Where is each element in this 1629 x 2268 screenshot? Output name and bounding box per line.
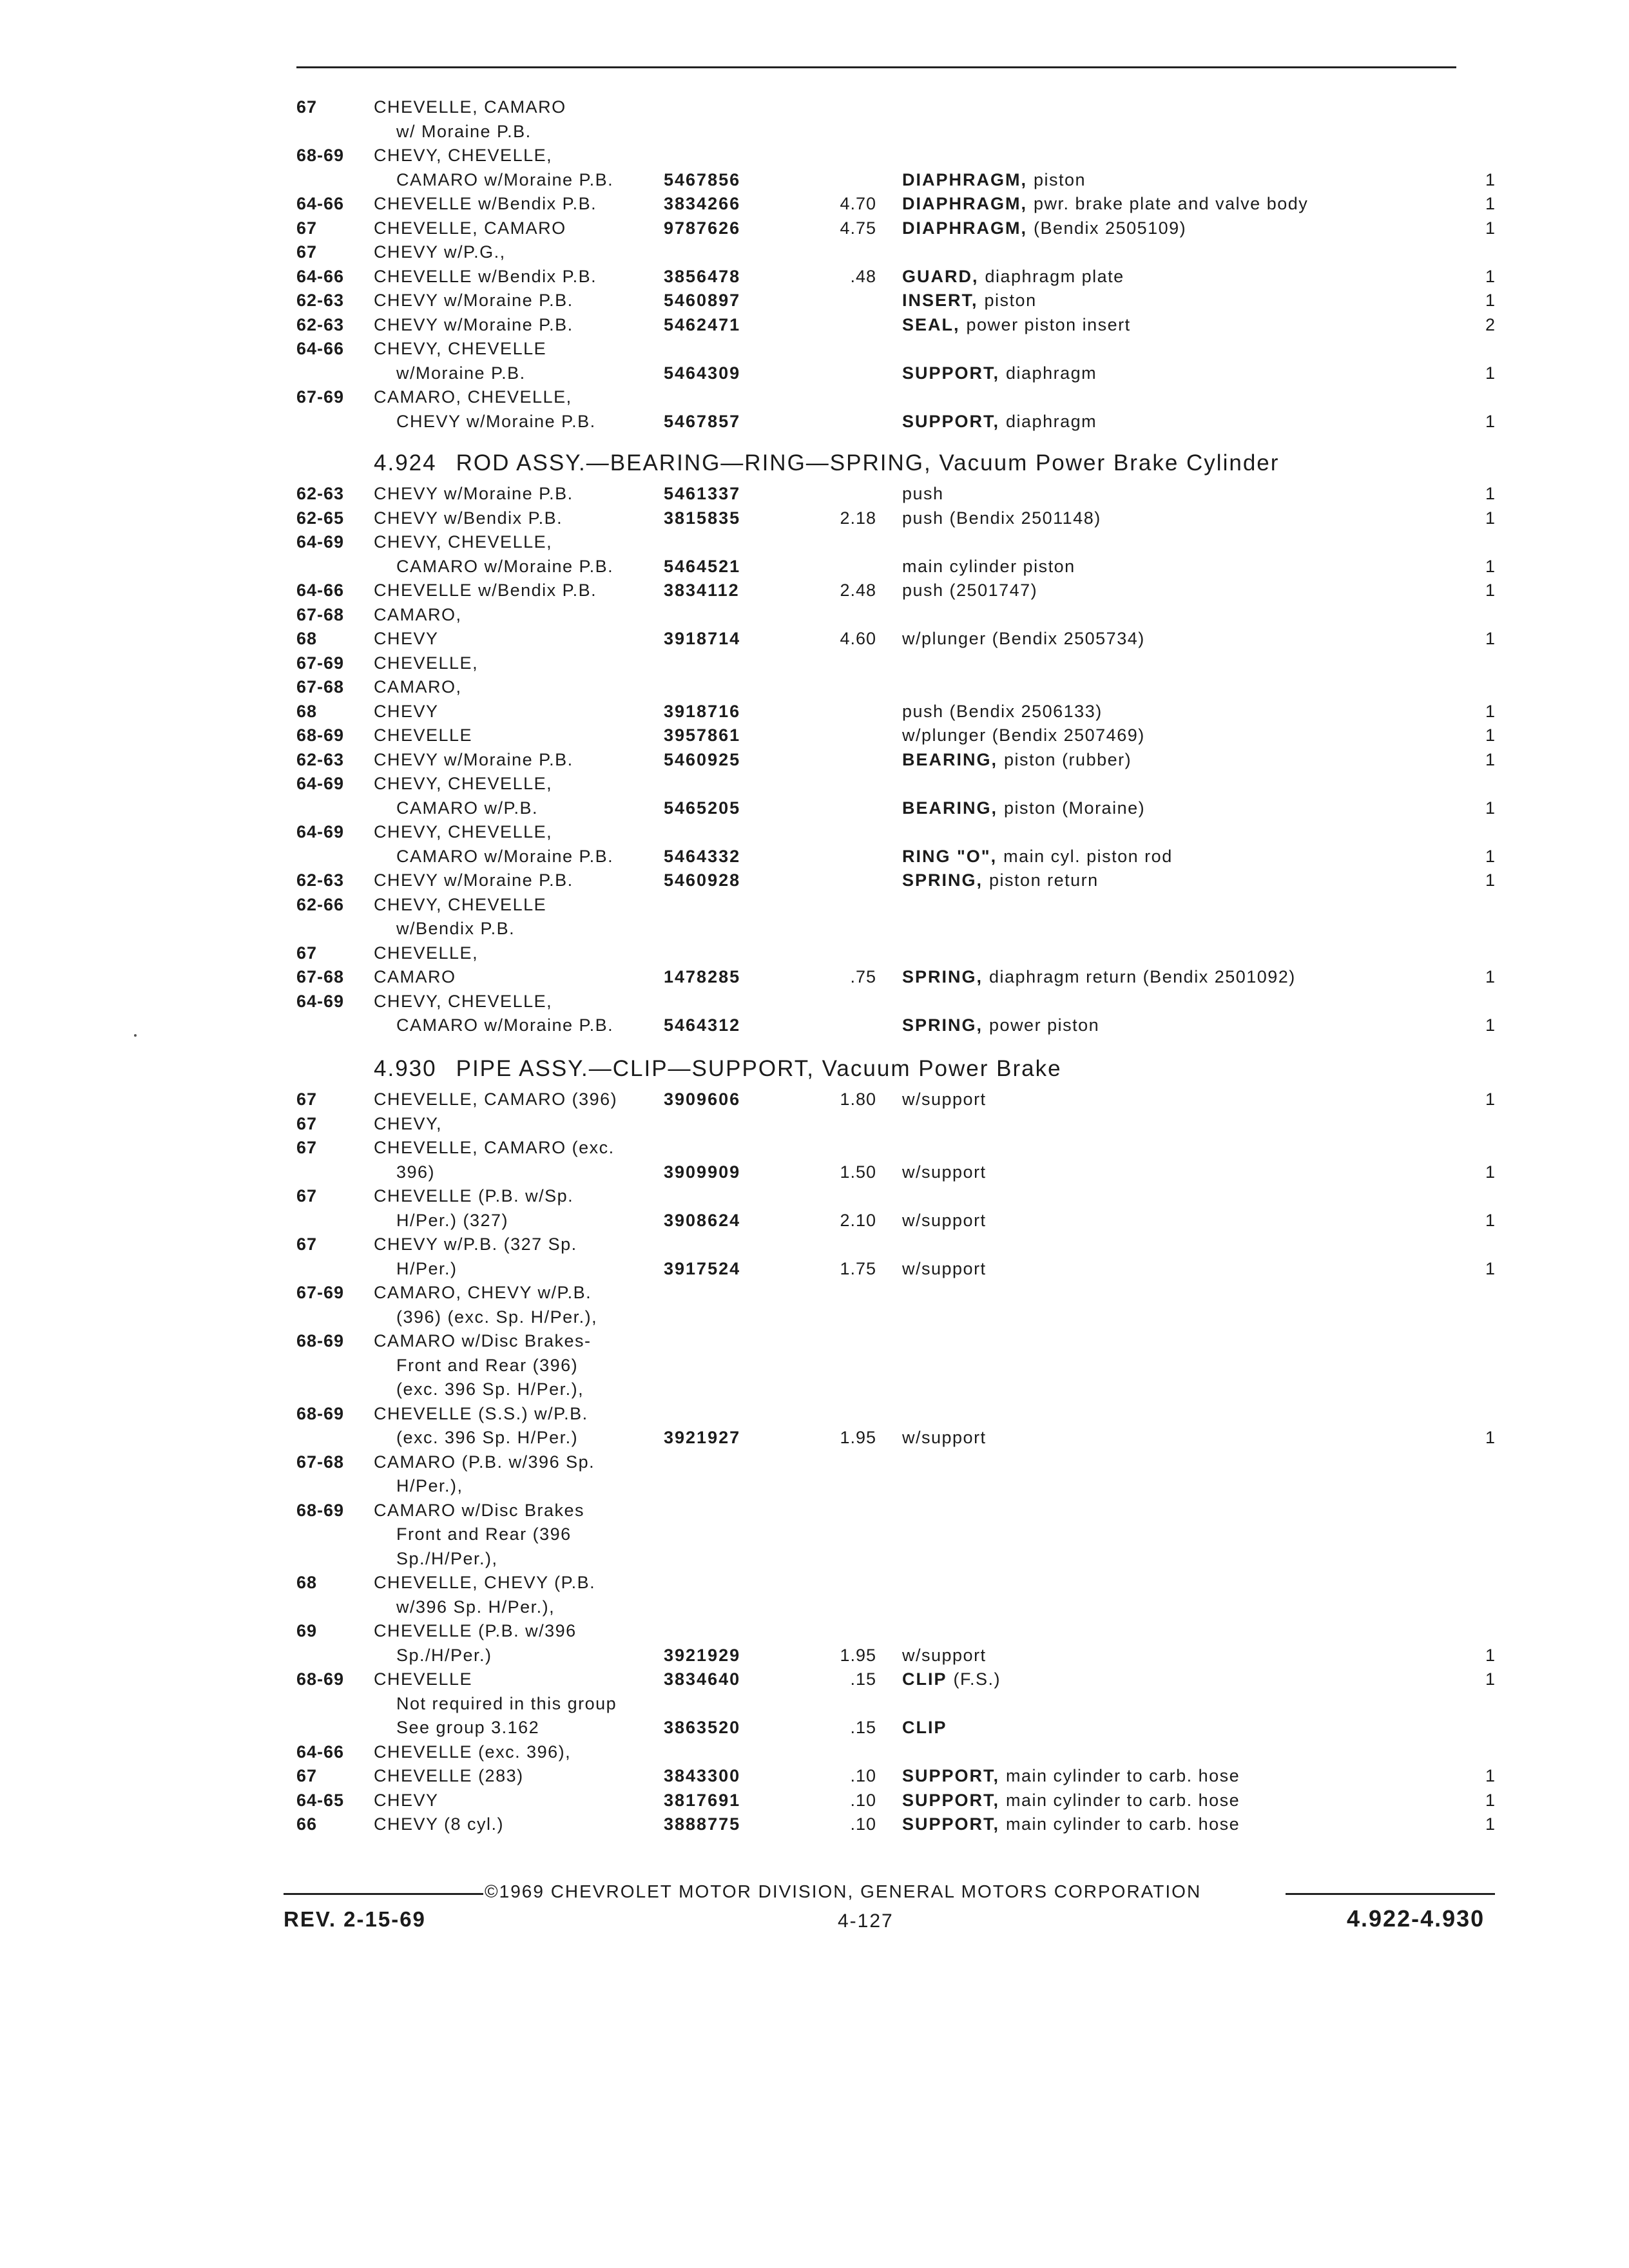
model-application: CHEVELLE (S.S.) w/P.B. [374, 1404, 588, 1423]
part-description [902, 168, 1086, 191]
part-description [902, 361, 1097, 385]
list-price: .48 [850, 267, 876, 286]
model-years: 68-69 [296, 146, 345, 165]
part-detail: piston return [989, 870, 1099, 890]
quantity: 1 [1485, 750, 1495, 769]
quantity: 1 [1485, 1015, 1495, 1035]
part-detail: (Bendix 2505109) [1034, 218, 1187, 238]
model-years: 62-63 [296, 870, 345, 890]
model-application: CHEVY w/Moraine P.B. [396, 412, 596, 431]
quantity: 1 [1485, 170, 1495, 189]
list-price: 1.95 [840, 1646, 876, 1665]
model-application: w/ Moraine P.B. [396, 122, 532, 141]
model-application: CHEVY, CHEVELLE [374, 895, 547, 914]
model-years: 64-69 [296, 532, 345, 552]
part-detail: push [902, 484, 944, 503]
quantity: 1 [1485, 218, 1495, 238]
part-name: SPRING, [902, 1015, 983, 1035]
list-price: 4.70 [840, 194, 876, 213]
model-application: CHEVELLE, CHEVY (P.B. [374, 1573, 596, 1592]
revision-date: REV. 2-15-69 [284, 1907, 426, 1931]
model-years: 68 [296, 629, 318, 648]
part-detail: main cyl. piston rod [1003, 847, 1173, 866]
part-detail: main cylinder piston [902, 557, 1075, 576]
part-name: DIAPHRAGM, [902, 218, 1027, 238]
model-years: 68-69 [296, 1501, 345, 1520]
part-name: SUPPORT, [902, 1791, 1000, 1810]
part-detail: w/support [902, 1428, 987, 1447]
section-heading [374, 449, 1279, 477]
part-detail: piston (rubber) [1004, 750, 1132, 769]
model-application: w/396 Sp. H/Per.), [396, 1597, 555, 1617]
part-number: 3815835 [664, 508, 741, 528]
model-years: 67-69 [296, 387, 345, 407]
part-detail: diaphragm [1006, 412, 1097, 431]
list-price: .75 [850, 967, 876, 986]
part-name: INSERT, [902, 291, 978, 310]
quantity: 1 [1485, 1211, 1495, 1230]
model-years: 62-63 [296, 315, 345, 334]
part-name: SPRING, [902, 967, 983, 986]
list-price: 1.80 [840, 1090, 876, 1109]
part-number: 3918714 [664, 629, 741, 648]
quantity: 1 [1485, 508, 1495, 528]
list-price: 1.75 [840, 1259, 876, 1278]
model-years: 64-69 [296, 774, 345, 793]
part-detail: main cylinder to carb. hose [1006, 1766, 1240, 1785]
model-application: H/Per.), [396, 1476, 463, 1495]
part-name: SUPPORT, [902, 1766, 1000, 1785]
part-name: SEAL, [902, 315, 960, 334]
model-application: CAMARO [374, 967, 456, 986]
part-name: DIAPHRAGM, [902, 170, 1027, 189]
part-detail: pwr. brake plate and valve body [1034, 194, 1309, 213]
model-application: CAMARO w/Moraine P.B. [396, 170, 614, 189]
model-application: CHEVY w/P.G., [374, 242, 506, 262]
model-years: 68-69 [296, 726, 345, 745]
model-application: CAMARO, [374, 677, 462, 697]
model-years: 62-63 [296, 291, 345, 310]
model-years: 68-69 [296, 1331, 345, 1350]
quantity: 1 [1485, 967, 1495, 986]
model-application: CHEVY w/Bendix P.B. [374, 508, 563, 528]
part-detail: diaphragm plate [985, 267, 1124, 286]
part-description [902, 1644, 987, 1667]
model-application: CHEVY w/Moraine P.B. [374, 315, 574, 334]
part-name: SUPPORT, [902, 412, 1000, 431]
model-years: 67 [296, 943, 318, 963]
part-number: 3834266 [664, 194, 741, 213]
model-years: 64-66 [296, 1742, 345, 1762]
list-price: .15 [850, 1718, 876, 1737]
quantity: 1 [1485, 798, 1495, 818]
part-description [902, 965, 1296, 988]
model-application: CHEVY w/Moraine P.B. [374, 750, 574, 769]
part-number: 5467857 [664, 412, 741, 431]
model-application: w/Moraine P.B. [396, 363, 526, 383]
part-number: 5462471 [664, 315, 741, 334]
model-application: Front and Rear (396 [396, 1524, 572, 1544]
part-number: 5464309 [664, 363, 741, 383]
model-application: CHEVY w/Moraine P.B. [374, 291, 574, 310]
model-years: 68-69 [296, 1404, 345, 1423]
model-application: CAMARO, [374, 605, 462, 624]
quantity: 1 [1485, 870, 1495, 890]
model-application: Not required in this group [396, 1694, 617, 1713]
model-years: 67 [296, 1766, 318, 1785]
part-description [902, 1160, 987, 1184]
quantity: 1 [1485, 484, 1495, 503]
model-application: CHEVELLE, [374, 943, 479, 963]
quantity: 1 [1485, 1669, 1495, 1689]
model-years: 62-63 [296, 484, 345, 503]
list-price: .10 [850, 1766, 876, 1785]
part-description [902, 1209, 987, 1232]
part-description [902, 869, 1099, 892]
part-number: 5464521 [664, 557, 741, 576]
model-years: 62-66 [296, 895, 345, 914]
model-years: 67-68 [296, 967, 345, 986]
model-years: 62-63 [296, 750, 345, 769]
scan-speck [134, 1034, 137, 1037]
quantity: 1 [1485, 412, 1495, 431]
part-number: 3834112 [664, 581, 740, 600]
model-years: 67 [296, 1235, 318, 1254]
model-years: 67 [296, 1138, 318, 1157]
part-detail: w/support [902, 1090, 987, 1109]
part-number: 5460925 [664, 750, 741, 769]
part-detail: w/plunger (Bendix 2507469) [902, 726, 1145, 745]
part-number: 1478285 [664, 967, 741, 986]
model-application: CHEVY, CHEVELLE, [374, 992, 553, 1011]
footer-copyright: ©1969 CHEVROLET MOTOR DIVISION, GENERAL MOTORS CORPORATION [485, 1881, 1202, 1901]
part-number: 5461337 [664, 484, 741, 503]
part-description [902, 796, 1145, 820]
model-years: 67 [296, 1114, 318, 1133]
part-name: BEARING, [902, 798, 998, 818]
part-detail: (F.S.) [953, 1669, 1001, 1689]
part-detail: w/support [902, 1211, 987, 1230]
model-application: Front and Rear (396) [396, 1356, 579, 1375]
quantity: 1 [1485, 1428, 1495, 1447]
section-heading [374, 1055, 1062, 1083]
quantity: 1 [1485, 629, 1495, 648]
model-application: CHEVY, CHEVELLE, [374, 146, 553, 165]
part-detail: w/support [902, 1646, 987, 1665]
model-application: CHEVELLE [374, 726, 473, 745]
model-application: Sp./H/Per.), [396, 1549, 498, 1568]
model-years: 67 [296, 97, 318, 117]
model-application: CAMARO w/P.B. [396, 798, 539, 818]
list-price: 2.18 [840, 508, 876, 528]
model-application: CHEVELLE w/Bendix P.B. [374, 581, 597, 600]
quantity: 1 [1485, 1090, 1495, 1109]
model-years: 67 [296, 1186, 318, 1206]
part-description [902, 748, 1132, 771]
model-application: CAMARO w/Moraine P.B. [396, 847, 614, 866]
quantity: 1 [1485, 291, 1495, 310]
part-description [902, 700, 1103, 723]
model-years: 64-69 [296, 822, 345, 841]
model-years: 64-65 [296, 1791, 345, 1810]
part-detail: w/support [902, 1259, 987, 1278]
model-application: CHEVY, CHEVELLE, [374, 774, 553, 793]
quantity: 1 [1485, 581, 1495, 600]
section-number: 4.924 [374, 450, 437, 476]
part-number: 3834640 [664, 1669, 741, 1689]
model-years: 64-69 [296, 992, 345, 1011]
part-description [902, 555, 1075, 578]
part-detail: piston [984, 291, 1037, 310]
model-years: 62-65 [296, 508, 345, 528]
model-application: CHEVY, CHEVELLE [374, 339, 547, 358]
quantity: 1 [1485, 1766, 1495, 1785]
part-detail: diaphragm [1006, 363, 1097, 383]
part-description [902, 1088, 987, 1111]
part-description [902, 1426, 987, 1449]
model-years: 69 [296, 1621, 318, 1640]
part-number: 3856478 [664, 267, 741, 286]
quantity: 1 [1485, 1791, 1495, 1810]
top-rule [296, 66, 1456, 68]
model-years: 67-68 [296, 1452, 345, 1472]
part-number: 5467856 [664, 170, 741, 189]
part-number: 3888775 [664, 1814, 741, 1834]
part-description [902, 627, 1145, 650]
model-application: CHEVELLE (exc. 396), [374, 1742, 572, 1762]
part-detail: power piston [989, 1015, 1100, 1035]
list-price: 2.48 [840, 581, 876, 600]
model-application: CHEVELLE, CAMARO (exc. [374, 1138, 615, 1157]
model-application: CHEVELLE (P.B. w/Sp. [374, 1186, 574, 1206]
part-description [902, 579, 1037, 602]
model-application: CHEVY [374, 1791, 439, 1810]
part-name: SUPPORT, [902, 1814, 1000, 1834]
list-price: .10 [850, 1791, 876, 1810]
part-description [902, 1667, 1001, 1691]
model-years: 64-66 [296, 339, 345, 358]
part-description [902, 289, 1037, 312]
part-detail: piston [1034, 170, 1086, 189]
quantity: 1 [1485, 702, 1495, 721]
model-years: 68 [296, 702, 318, 721]
part-number: 3921927 [664, 1428, 741, 1447]
model-application: CHEVELLE, [374, 653, 479, 673]
model-application: H/Per.) (327) [396, 1211, 509, 1230]
model-application: CAMARO, CHEVELLE, [374, 387, 572, 407]
part-detail: push (Bendix 2501148) [902, 508, 1101, 528]
model-application: CHEVELLE [374, 1669, 473, 1689]
model-application: CAMARO, CHEVY w/P.B. [374, 1283, 592, 1302]
part-number: 3957861 [664, 726, 741, 745]
quantity: 1 [1485, 1646, 1495, 1665]
model-application: (396) (exc. Sp. H/Per.), [396, 1307, 598, 1327]
list-price: 4.75 [840, 218, 876, 238]
list-price: 2.10 [840, 1211, 876, 1230]
model-years: 67-68 [296, 605, 345, 624]
quantity: 1 [1485, 1162, 1495, 1182]
part-description [902, 1812, 1240, 1836]
model-application: CHEVY, [374, 1114, 443, 1133]
model-years: 64-66 [296, 267, 345, 286]
footer-copyright-line [284, 1881, 1495, 1907]
part-detail: piston (Moraine) [1004, 798, 1146, 818]
part-detail: w/plunger (Bendix 2505734) [902, 629, 1145, 648]
model-years: 66 [296, 1814, 318, 1834]
model-application: CHEVELLE (283) [374, 1766, 524, 1785]
model-application: CHEVELLE, CAMARO (396) [374, 1090, 618, 1109]
part-name: RING "O", [902, 847, 998, 866]
part-description [902, 845, 1173, 868]
model-years: 68-69 [296, 1669, 345, 1689]
part-detail: power piston insert [966, 315, 1131, 334]
page-number: 4-127 [838, 1910, 894, 1932]
part-number: 3909606 [664, 1090, 741, 1109]
model-years: 67-69 [296, 1283, 345, 1302]
part-description [902, 482, 944, 505]
part-number: 5460897 [664, 291, 741, 310]
model-application: CHEVY [374, 629, 439, 648]
part-name: SUPPORT, [902, 363, 1000, 383]
part-number: 3921929 [664, 1646, 741, 1665]
part-description [902, 1789, 1240, 1812]
quantity: 1 [1485, 267, 1495, 286]
part-detail: w/support [902, 1162, 987, 1182]
part-description [902, 1716, 947, 1739]
model-application: Sp./H/Per.) [396, 1646, 492, 1665]
part-number: 3843300 [664, 1766, 741, 1785]
part-detail: push (2501747) [902, 581, 1038, 600]
model-years: 67-69 [296, 653, 345, 673]
section-title: PIPE ASSY.—CLIP—SUPPORT, Vacuum Power Brake [456, 1056, 1062, 1081]
model-application: CHEVY, CHEVELLE, [374, 532, 553, 552]
list-price: 4.60 [840, 629, 876, 648]
part-number: 5460928 [664, 870, 741, 890]
part-number: 3918716 [664, 702, 741, 721]
quantity: 1 [1485, 1814, 1495, 1834]
part-detail: diaphragm return (Bendix 2501092) [989, 967, 1296, 986]
quantity: 1 [1485, 1259, 1495, 1278]
part-name: SPRING, [902, 870, 983, 890]
quantity: 1 [1485, 194, 1495, 213]
part-number: 5464332 [664, 847, 741, 866]
model-application: CAMARO w/Disc Brakes [374, 1501, 585, 1520]
model-application: CHEVY w/Moraine P.B. [374, 870, 574, 890]
part-description [902, 724, 1145, 747]
model-years: 64-66 [296, 194, 345, 213]
model-years: 64-66 [296, 581, 345, 600]
part-name: CLIP [902, 1669, 947, 1689]
footer-rule-right [1286, 1893, 1495, 1895]
model-years: 67 [296, 1090, 318, 1109]
part-description [902, 265, 1124, 288]
part-name: CLIP [902, 1718, 947, 1737]
part-description [902, 506, 1101, 530]
model-application: CHEVY, CHEVELLE, [374, 822, 553, 841]
part-description [902, 313, 1131, 336]
quantity: 2 [1485, 315, 1495, 334]
part-name: GUARD, [902, 267, 979, 286]
model-application: H/Per.) [396, 1259, 458, 1278]
part-number: 3863520 [664, 1718, 741, 1737]
group-range: 4.922-4.930 [1347, 1905, 1485, 1932]
model-years: 67 [296, 218, 318, 238]
list-price: .15 [850, 1669, 876, 1689]
model-application: CAMARO w/Moraine P.B. [396, 557, 614, 576]
model-application: See group 3.162 [396, 1718, 540, 1737]
model-application: CHEVELLE w/Bendix P.B. [374, 194, 597, 213]
part-number: 9787626 [664, 218, 741, 238]
list-price: .10 [850, 1814, 876, 1834]
part-number: 3817691 [664, 1791, 741, 1810]
model-application: CHEVELLE, CAMARO [374, 97, 566, 117]
model-application: CHEVY w/Moraine P.B. [374, 484, 574, 503]
model-application: w/Bendix P.B. [396, 919, 516, 938]
model-application: CHEVELLE (P.B. w/396 [374, 1621, 577, 1640]
part-name: DIAPHRAGM, [902, 194, 1027, 213]
part-description [902, 410, 1097, 433]
part-detail: push (Bendix 2506133) [902, 702, 1103, 721]
part-description [902, 1764, 1240, 1787]
quantity: 1 [1485, 847, 1495, 866]
model-application: CHEVELLE w/Bendix P.B. [374, 267, 597, 286]
part-description [902, 216, 1186, 240]
model-application: (exc. 396 Sp. H/Per.) [396, 1428, 579, 1447]
quantity: 1 [1485, 557, 1495, 576]
model-years: 68 [296, 1573, 318, 1592]
model-years: 67 [296, 242, 318, 262]
part-description [902, 192, 1308, 215]
section-title: ROD ASSY.—BEARING—RING—SPRING, Vacuum Power Brake Cylinder [456, 450, 1280, 476]
part-number: 5465205 [664, 798, 741, 818]
model-application: CAMARO w/Disc Brakes- [374, 1331, 592, 1350]
part-number: 3908624 [664, 1211, 741, 1230]
model-application: CAMARO w/Moraine P.B. [396, 1015, 614, 1035]
quantity: 1 [1485, 726, 1495, 745]
model-application: CHEVY w/P.B. (327 Sp. [374, 1235, 577, 1254]
model-application: CHEVY (8 cyl.) [374, 1814, 505, 1834]
list-price: 1.50 [840, 1162, 876, 1182]
model-years: 67-68 [296, 677, 345, 697]
part-description [902, 1014, 1099, 1037]
part-number: 5464312 [664, 1015, 741, 1035]
part-description [902, 1257, 987, 1280]
part-detail: main cylinder to carb. hose [1006, 1791, 1240, 1810]
section-number: 4.930 [374, 1056, 437, 1081]
part-detail: main cylinder to carb. hose [1006, 1814, 1240, 1834]
model-application: CHEVELLE, CAMARO [374, 218, 566, 238]
model-application: 396) [396, 1162, 436, 1182]
part-number: 3917524 [664, 1259, 741, 1278]
list-price: 1.95 [840, 1428, 876, 1447]
model-application: (exc. 396 Sp. H/Per.), [396, 1379, 584, 1399]
model-application: CHEVY [374, 702, 439, 721]
footer-rule-left [284, 1893, 483, 1895]
part-number: 3909909 [664, 1162, 741, 1182]
part-name: BEARING, [902, 750, 998, 769]
model-application: CAMARO (P.B. w/396 Sp. [374, 1452, 595, 1472]
quantity: 1 [1485, 363, 1495, 383]
